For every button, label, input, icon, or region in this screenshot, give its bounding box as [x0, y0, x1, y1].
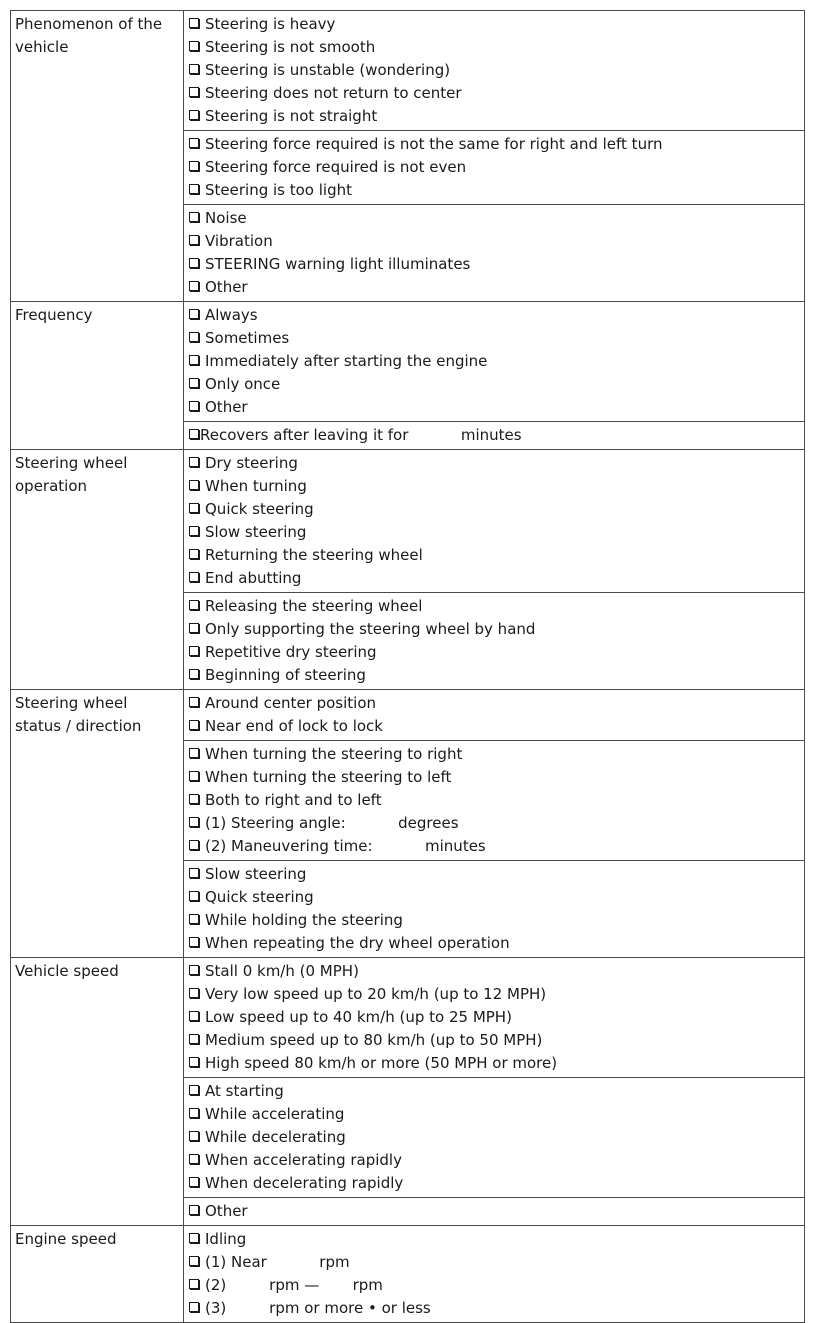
checkbox-option[interactable]: [188, 715, 800, 738]
checkbox-icon[interactable]: [189, 87, 199, 97]
checkbox-option[interactable]: [188, 13, 800, 36]
option-group-cell: [184, 861, 805, 958]
checkbox-option[interactable]: [188, 886, 800, 909]
checkbox-icon[interactable]: [189, 1233, 199, 1243]
option-label: When turning: [205, 477, 307, 495]
option-group-cell: [184, 690, 805, 741]
checkbox-icon[interactable]: [189, 817, 199, 827]
checkbox-icon[interactable]: [189, 840, 199, 850]
checkbox-icon[interactable]: [189, 868, 199, 878]
checkbox-option[interactable]: [188, 179, 800, 202]
option-label: When repeating the dry wheel operation: [205, 934, 510, 952]
checkbox-option[interactable]: [188, 1006, 800, 1029]
option-label: Quick steering: [205, 888, 314, 906]
checkbox-icon[interactable]: [189, 1177, 199, 1187]
option-group-cell: [184, 958, 805, 1078]
checkbox-icon[interactable]: [189, 64, 199, 74]
checkbox-option[interactable]: [188, 327, 800, 350]
checkbox-option[interactable]: [188, 766, 800, 789]
option-label: Other: [205, 398, 248, 416]
checkbox-option[interactable]: [188, 1149, 800, 1172]
checkbox-option[interactable]: [188, 1200, 800, 1223]
checklist-row: [11, 1226, 805, 1323]
checkbox-icon[interactable]: [189, 235, 199, 245]
option-label: (2) Maneuvering time: minutes: [205, 837, 486, 855]
category-label: Steering wheel operation: [15, 454, 128, 495]
checkbox-option[interactable]: [188, 156, 800, 179]
option-label: End abutting: [205, 569, 302, 587]
checklist-row: [11, 11, 805, 131]
checkbox-option[interactable]: [188, 812, 800, 835]
checkbox-icon[interactable]: [189, 646, 199, 656]
option-label: Stall 0 km/h (0 MPH): [205, 962, 359, 980]
option-label: Other: [205, 278, 248, 296]
checklist-row: [11, 690, 805, 741]
checkbox-icon[interactable]: [189, 1034, 199, 1044]
checkbox-icon[interactable]: [189, 258, 199, 268]
checkbox-icon[interactable]: [189, 138, 199, 148]
checkbox-icon[interactable]: [189, 378, 199, 388]
option-label: Low speed up to 40 km/h (up to 25 MPH): [205, 1008, 512, 1026]
checklist-body: [11, 11, 805, 1323]
checkbox-option[interactable]: [188, 396, 800, 419]
option-label: Only supporting the steering wheel by hand: [205, 620, 536, 638]
checkbox-option[interactable]: [188, 1172, 800, 1195]
option-label: (2) rpm — rpm: [205, 1276, 383, 1294]
category-cell: [11, 690, 184, 958]
checkbox-option[interactable]: [188, 692, 800, 715]
checkbox-option[interactable]: [188, 567, 800, 590]
checkbox-option[interactable]: [188, 1228, 800, 1251]
checkbox-icon[interactable]: [189, 281, 199, 291]
checkbox-option[interactable]: [188, 304, 800, 327]
option-label: High speed 80 km/h or more (50 MPH or more): [205, 1054, 558, 1072]
checkbox-icon[interactable]: [189, 891, 199, 901]
option-group-cell: [184, 1078, 805, 1198]
option-group-cell: [184, 205, 805, 302]
checkbox-option[interactable]: [188, 544, 800, 567]
checkbox-option[interactable]: [188, 789, 800, 812]
checkbox-icon[interactable]: [189, 110, 199, 120]
checkbox-icon[interactable]: [189, 401, 199, 411]
checkbox-option[interactable]: [188, 230, 800, 253]
checkbox-option[interactable]: [188, 350, 800, 373]
checkbox-option[interactable]: [188, 1274, 800, 1297]
checkbox-option[interactable]: [188, 1080, 800, 1103]
option-label: (3) rpm or more • or less: [205, 1299, 431, 1317]
option-label: Both to right and to left: [205, 791, 382, 809]
option-label: While decelerating: [205, 1128, 346, 1146]
checkbox-option[interactable]: [188, 932, 800, 955]
category-label: Phenomenon of the vehicle: [15, 15, 163, 56]
option-label: Vibration: [205, 232, 273, 250]
checkbox-option[interactable]: [188, 82, 800, 105]
checkbox-option[interactable]: [188, 475, 800, 498]
checkbox-option[interactable]: [188, 36, 800, 59]
option-label: Steering force required is not even: [205, 158, 467, 176]
checkbox-option[interactable]: [188, 373, 800, 396]
option-label: Slow steering: [205, 865, 307, 883]
checkbox-option[interactable]: [188, 133, 800, 156]
category-cell: [11, 1226, 184, 1323]
checkbox-option[interactable]: [188, 835, 800, 858]
option-label: Beginning of steering: [205, 666, 366, 684]
option-group-cell: [184, 422, 805, 450]
option-label: Idling: [205, 1230, 247, 1248]
checkbox-icon[interactable]: [189, 771, 199, 781]
checkbox-icon[interactable]: [189, 18, 199, 28]
category-cell: [11, 958, 184, 1226]
checkbox-icon[interactable]: [189, 748, 199, 758]
option-label: Sometimes: [205, 329, 290, 347]
checkbox-icon[interactable]: [189, 937, 199, 947]
option-label: At starting: [205, 1082, 284, 1100]
option-label: Quick steering: [205, 500, 314, 518]
checkbox-icon[interactable]: [189, 1279, 199, 1289]
checkbox-option[interactable]: [188, 105, 800, 128]
option-label: Repetitive dry steering: [205, 643, 377, 661]
checkbox-icon[interactable]: [189, 526, 199, 536]
option-label: (1) Steering angle: degrees: [205, 814, 459, 832]
option-group-cell: [184, 302, 805, 422]
option-label: Steering is not smooth: [205, 38, 376, 56]
checkbox-icon[interactable]: [189, 1205, 199, 1215]
option-label: Steering is unstable (wondering): [205, 61, 451, 79]
checkbox-option[interactable]: [188, 664, 800, 687]
option-label: Only once: [205, 375, 281, 393]
option-label: Immediately after starting the engine: [205, 352, 488, 370]
checkbox-icon[interactable]: [189, 720, 199, 730]
category-label: Frequency: [15, 306, 93, 324]
checkbox-icon[interactable]: [189, 41, 199, 51]
checkbox-icon[interactable]: [189, 1108, 199, 1118]
checkbox-icon[interactable]: [189, 457, 199, 467]
checkbox-icon[interactable]: [189, 988, 199, 998]
option-label: Dry steering: [205, 454, 298, 472]
category-label: Vehicle speed: [15, 962, 119, 980]
option-label: Medium speed up to 80 km/h (up to 50 MPH): [205, 1031, 543, 1049]
checklist-row: [11, 302, 805, 422]
checkbox-option[interactable]: [188, 618, 800, 641]
category-label: Steering wheel status / direction: [15, 694, 142, 735]
checkbox-icon[interactable]: [189, 212, 199, 222]
checkbox-option[interactable]: [188, 960, 800, 983]
option-label: Around center position: [205, 694, 377, 712]
symptom-checklist-table: [10, 10, 805, 1323]
checkbox-icon[interactable]: [189, 669, 199, 679]
checkbox-icon[interactable]: [189, 794, 199, 804]
checkbox-option[interactable]: [188, 521, 800, 544]
option-label: When decelerating rapidly: [205, 1174, 404, 1192]
checkbox-option[interactable]: [188, 424, 800, 447]
checkbox-icon[interactable]: [189, 1131, 199, 1141]
option-label: Near end of lock to lock: [205, 717, 383, 735]
option-label: Steering is heavy: [205, 15, 336, 33]
option-label: Recovers after leaving it for minutes: [200, 426, 522, 444]
checkbox-option[interactable]: [188, 498, 800, 521]
checkbox-option[interactable]: [188, 595, 800, 618]
option-label: While holding the steering: [205, 911, 403, 929]
option-label: Always: [205, 306, 258, 324]
checkbox-option[interactable]: [188, 1297, 800, 1320]
checkbox-option[interactable]: [188, 59, 800, 82]
category-cell: [11, 11, 184, 302]
checkbox-option[interactable]: [188, 743, 800, 766]
option-label: When turning the steering to left: [205, 768, 452, 786]
option-label: Other: [205, 1202, 248, 1220]
option-group-cell: [184, 11, 805, 131]
checkbox-option[interactable]: [188, 207, 800, 230]
option-label: Steering does not return to center: [205, 84, 462, 102]
checkbox-icon[interactable]: [189, 429, 199, 439]
checkbox-icon[interactable]: [189, 914, 199, 924]
checkbox-option[interactable]: [188, 1029, 800, 1052]
option-label: When turning the steering to right: [205, 745, 463, 763]
option-label: STEERING warning light illuminates: [205, 255, 471, 273]
option-group-cell: [184, 450, 805, 593]
checkbox-icon[interactable]: [189, 309, 199, 319]
checkbox-option[interactable]: [188, 1103, 800, 1126]
checkbox-icon[interactable]: [189, 1085, 199, 1095]
checkbox-icon[interactable]: [189, 161, 199, 171]
option-label: While accelerating: [205, 1105, 345, 1123]
checkbox-icon[interactable]: [189, 355, 199, 365]
checkbox-option[interactable]: [188, 253, 800, 276]
category-label: Engine speed: [15, 1230, 117, 1248]
option-group-cell: [184, 1226, 805, 1323]
checkbox-icon[interactable]: [189, 503, 199, 513]
checkbox-icon[interactable]: [189, 697, 199, 707]
checkbox-option[interactable]: [188, 1052, 800, 1075]
checkbox-icon[interactable]: [189, 549, 199, 559]
option-label: Releasing the steering wheel: [205, 597, 423, 615]
checkbox-option[interactable]: [188, 1126, 800, 1149]
checkbox-option[interactable]: [188, 863, 800, 886]
checkbox-icon[interactable]: [189, 600, 199, 610]
checkbox-icon[interactable]: [189, 965, 199, 975]
checkbox-option[interactable]: [188, 641, 800, 664]
option-label: (1) Near rpm: [205, 1253, 350, 1271]
checkbox-icon[interactable]: [189, 1154, 199, 1164]
checkbox-icon[interactable]: [189, 480, 199, 490]
option-label: Steering force required is not the same for right and left turn: [205, 135, 663, 153]
option-group-cell: [184, 131, 805, 205]
option-label: Very low speed up to 20 km/h (up to 12 MPH): [205, 985, 547, 1003]
checkbox-icon[interactable]: [189, 1057, 199, 1067]
checkbox-option[interactable]: [188, 983, 800, 1006]
checkbox-icon[interactable]: [189, 332, 199, 342]
option-group-cell: [184, 741, 805, 861]
option-label: When accelerating rapidly: [205, 1151, 402, 1169]
category-cell: [11, 450, 184, 690]
option-group-cell: [184, 1198, 805, 1226]
checkbox-icon[interactable]: [189, 1256, 199, 1266]
option-label: Steering is too light: [205, 181, 352, 199]
option-label: Slow steering: [205, 523, 307, 541]
option-label: Steering is not straight: [205, 107, 378, 125]
option-label: Noise: [205, 209, 247, 227]
checkbox-option[interactable]: [188, 452, 800, 475]
checkbox-icon[interactable]: [189, 184, 199, 194]
checkbox-icon[interactable]: [189, 1011, 199, 1021]
checklist-row: [11, 958, 805, 1078]
category-cell: [11, 302, 184, 450]
checkbox-option[interactable]: [188, 909, 800, 932]
checkbox-option[interactable]: [188, 1251, 800, 1274]
checkbox-icon[interactable]: [189, 1302, 199, 1312]
option-group-cell: [184, 593, 805, 690]
option-label: Returning the steering wheel: [205, 546, 423, 564]
checkbox-icon[interactable]: [189, 572, 199, 582]
checklist-row: [11, 450, 805, 593]
checkbox-icon[interactable]: [189, 623, 199, 633]
checkbox-option[interactable]: [188, 276, 800, 299]
